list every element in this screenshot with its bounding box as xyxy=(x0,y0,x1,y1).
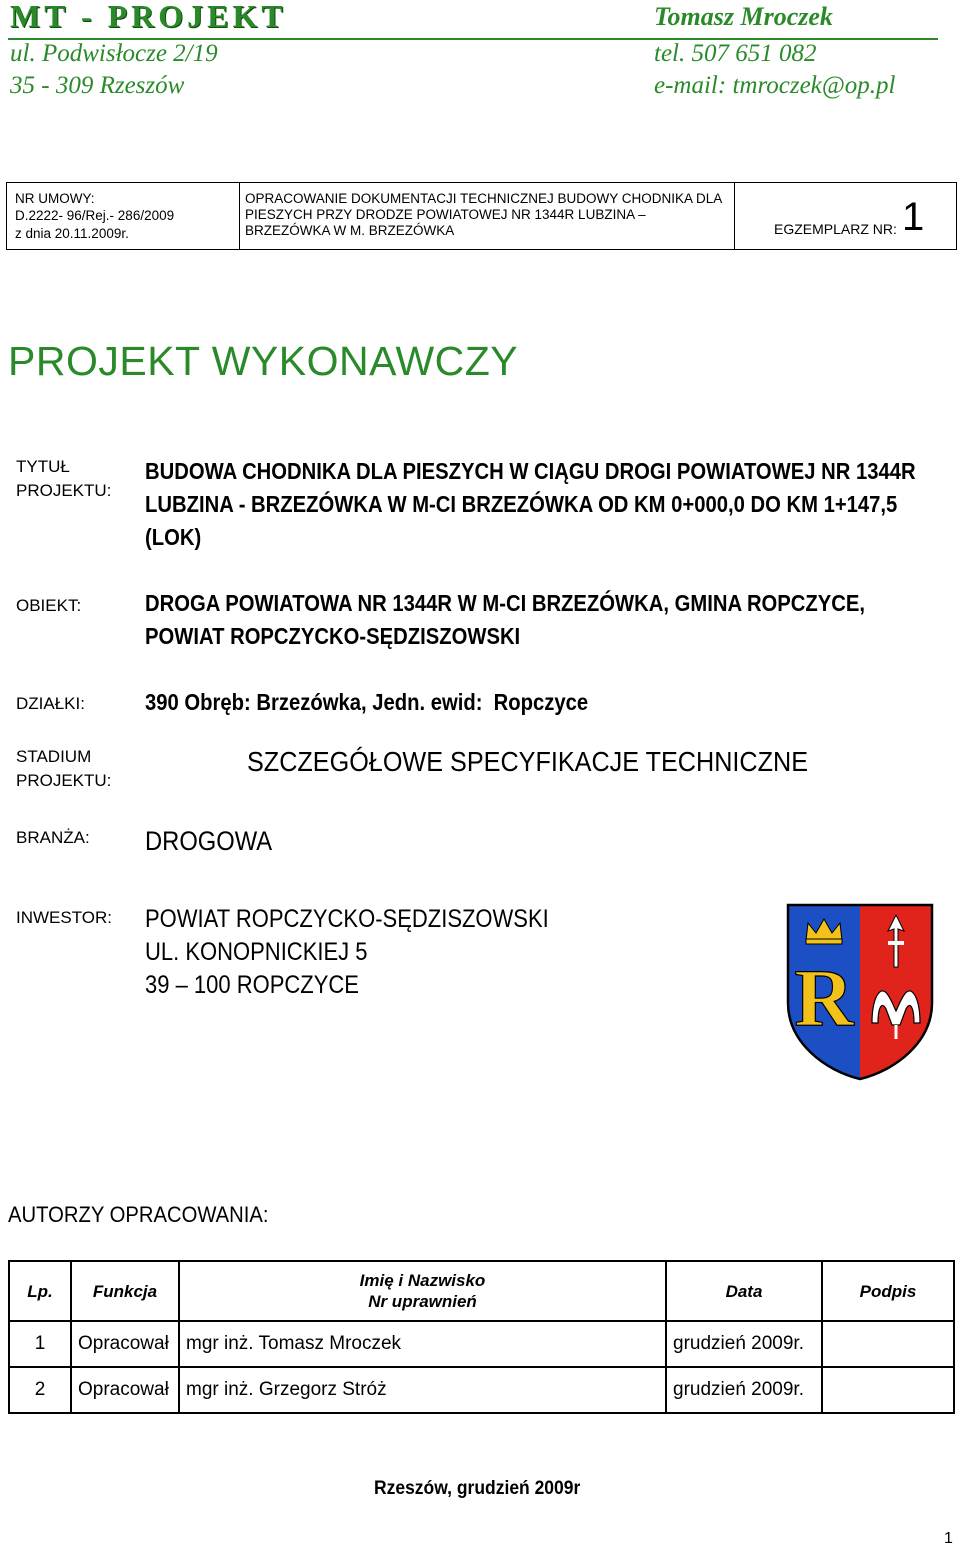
svg-text:R: R xyxy=(794,952,854,1043)
contract-cell xyxy=(7,183,240,249)
row1-signature xyxy=(822,1321,954,1367)
object-label: OBIEKT: xyxy=(16,596,82,615)
copy-label: EGZEMPLARZ NR: xyxy=(774,221,897,237)
company-street: ul. Podwisłocze 2/19 xyxy=(10,40,218,67)
copy-number: 1 xyxy=(902,195,925,239)
place-date: Rzeszów, grudzień 2009r xyxy=(374,1478,581,1499)
branch-label: BRANŻA: xyxy=(16,828,90,847)
stage-value: SZCZEGÓŁOWE SPECYFIKACJE TECHNICZNE xyxy=(247,746,809,777)
stage-label-text: STADIUM PROJEKTU: xyxy=(16,747,112,790)
row2-name: mgr inż. Grzegorz Stróż xyxy=(179,1367,666,1413)
investor-line-2: UL. KONOPNICKIEJ 5 xyxy=(145,938,368,966)
authors-heading: AUTORZY OPRACOWANIA: xyxy=(8,1202,269,1227)
col-lp: Lp. xyxy=(9,1261,71,1321)
investor-line-3: 39 – 100 ROPCZYCE xyxy=(145,971,359,999)
col-name xyxy=(179,1261,666,1321)
table-row xyxy=(9,1367,954,1413)
row2-function: Opracował xyxy=(71,1367,179,1413)
owner-name: Tomasz Mroczek xyxy=(654,2,833,31)
authors-table xyxy=(8,1260,955,1414)
investor-line-1: POWIAT ROPCZYCKO-SĘDZISZOWSKI xyxy=(145,905,549,933)
row2-signature xyxy=(822,1367,954,1413)
company-phone: tel. 507 651 082 xyxy=(654,40,817,67)
row1-lp: 1 xyxy=(9,1321,71,1367)
object-value: DROGA POWIATOWA NR 1344R W M-CI BRZEZÓWKA, GMINA ROPCZYCE, POWIAT ROPCZYCKO-SĘDZISZOWSKI xyxy=(145,590,866,649)
stage-label xyxy=(16,745,116,793)
title-label-text: TYTUŁ PROJEKTU: xyxy=(16,457,112,500)
info-table xyxy=(6,182,957,250)
col-signature: Podpis xyxy=(822,1261,954,1321)
col-date: Data xyxy=(666,1261,822,1321)
row1-name: mgr inż. Tomasz Mroczek xyxy=(179,1321,666,1367)
contract-date: z dnia 20.11.2009r. xyxy=(15,226,129,241)
contract-number: D.2222- 96/Rej.- 286/2009 xyxy=(15,208,175,223)
plots-label: DZIAŁKI: xyxy=(16,694,85,713)
row2-date: grudzień 2009r. xyxy=(666,1367,822,1413)
row1-function: Opracował xyxy=(71,1321,179,1367)
col-name-line1: Imię i Nazwisko xyxy=(359,1271,486,1290)
contract-label: NR UMOWY: xyxy=(15,191,95,206)
branch-value: DROGOWA xyxy=(145,826,273,856)
investor-value xyxy=(145,903,673,1002)
company-city: 35 - 309 Rzeszów xyxy=(10,72,185,99)
table-row xyxy=(9,1321,954,1367)
copy-cell xyxy=(734,183,956,249)
company-email: e-mail: tmroczek@op.pl xyxy=(654,72,896,99)
col-name-line2: Nr uprawnień xyxy=(368,1292,477,1311)
col-function: Funkcja xyxy=(71,1261,179,1321)
plots-value: 390 Obręb: Brzezówka, Jedn. ewid: Ropczyce xyxy=(145,689,589,715)
work-title: OPRACOWANIE DOKUMENTACJI TECHNICZNEJ BUDOWY CHODNIKA DLA PIESZYCH PRZY DRODZE POWIATOWEJ NR 1344R LUBZINA – BRZEZÓWKA W M. BRZEZÓWKA xyxy=(245,191,722,238)
title-value: BUDOWA CHODNIKA DLA PIESZYCH W CIĄGU DROGI POWIATOWEJ NR 1344R LUBZINA - BRZEZÓWKA W M-CI BRZEZÓWKA OD KM 0+000,0 DO KM 1+147,5 (LOK) xyxy=(145,458,916,550)
work-title-cell xyxy=(239,183,735,249)
page-number: 1 xyxy=(944,1530,953,1547)
title-label xyxy=(16,455,111,503)
table-header-row xyxy=(9,1261,954,1321)
coat-of-arms-icon xyxy=(784,903,936,1081)
row1-date: grudzień 2009r. xyxy=(666,1321,822,1367)
company-name: MT - PROJEKT xyxy=(10,0,287,34)
investor-label: INWESTOR: xyxy=(16,908,113,927)
page-title: PROJEKT WYKONAWCZY xyxy=(8,338,519,384)
row2-lp: 2 xyxy=(9,1367,71,1413)
